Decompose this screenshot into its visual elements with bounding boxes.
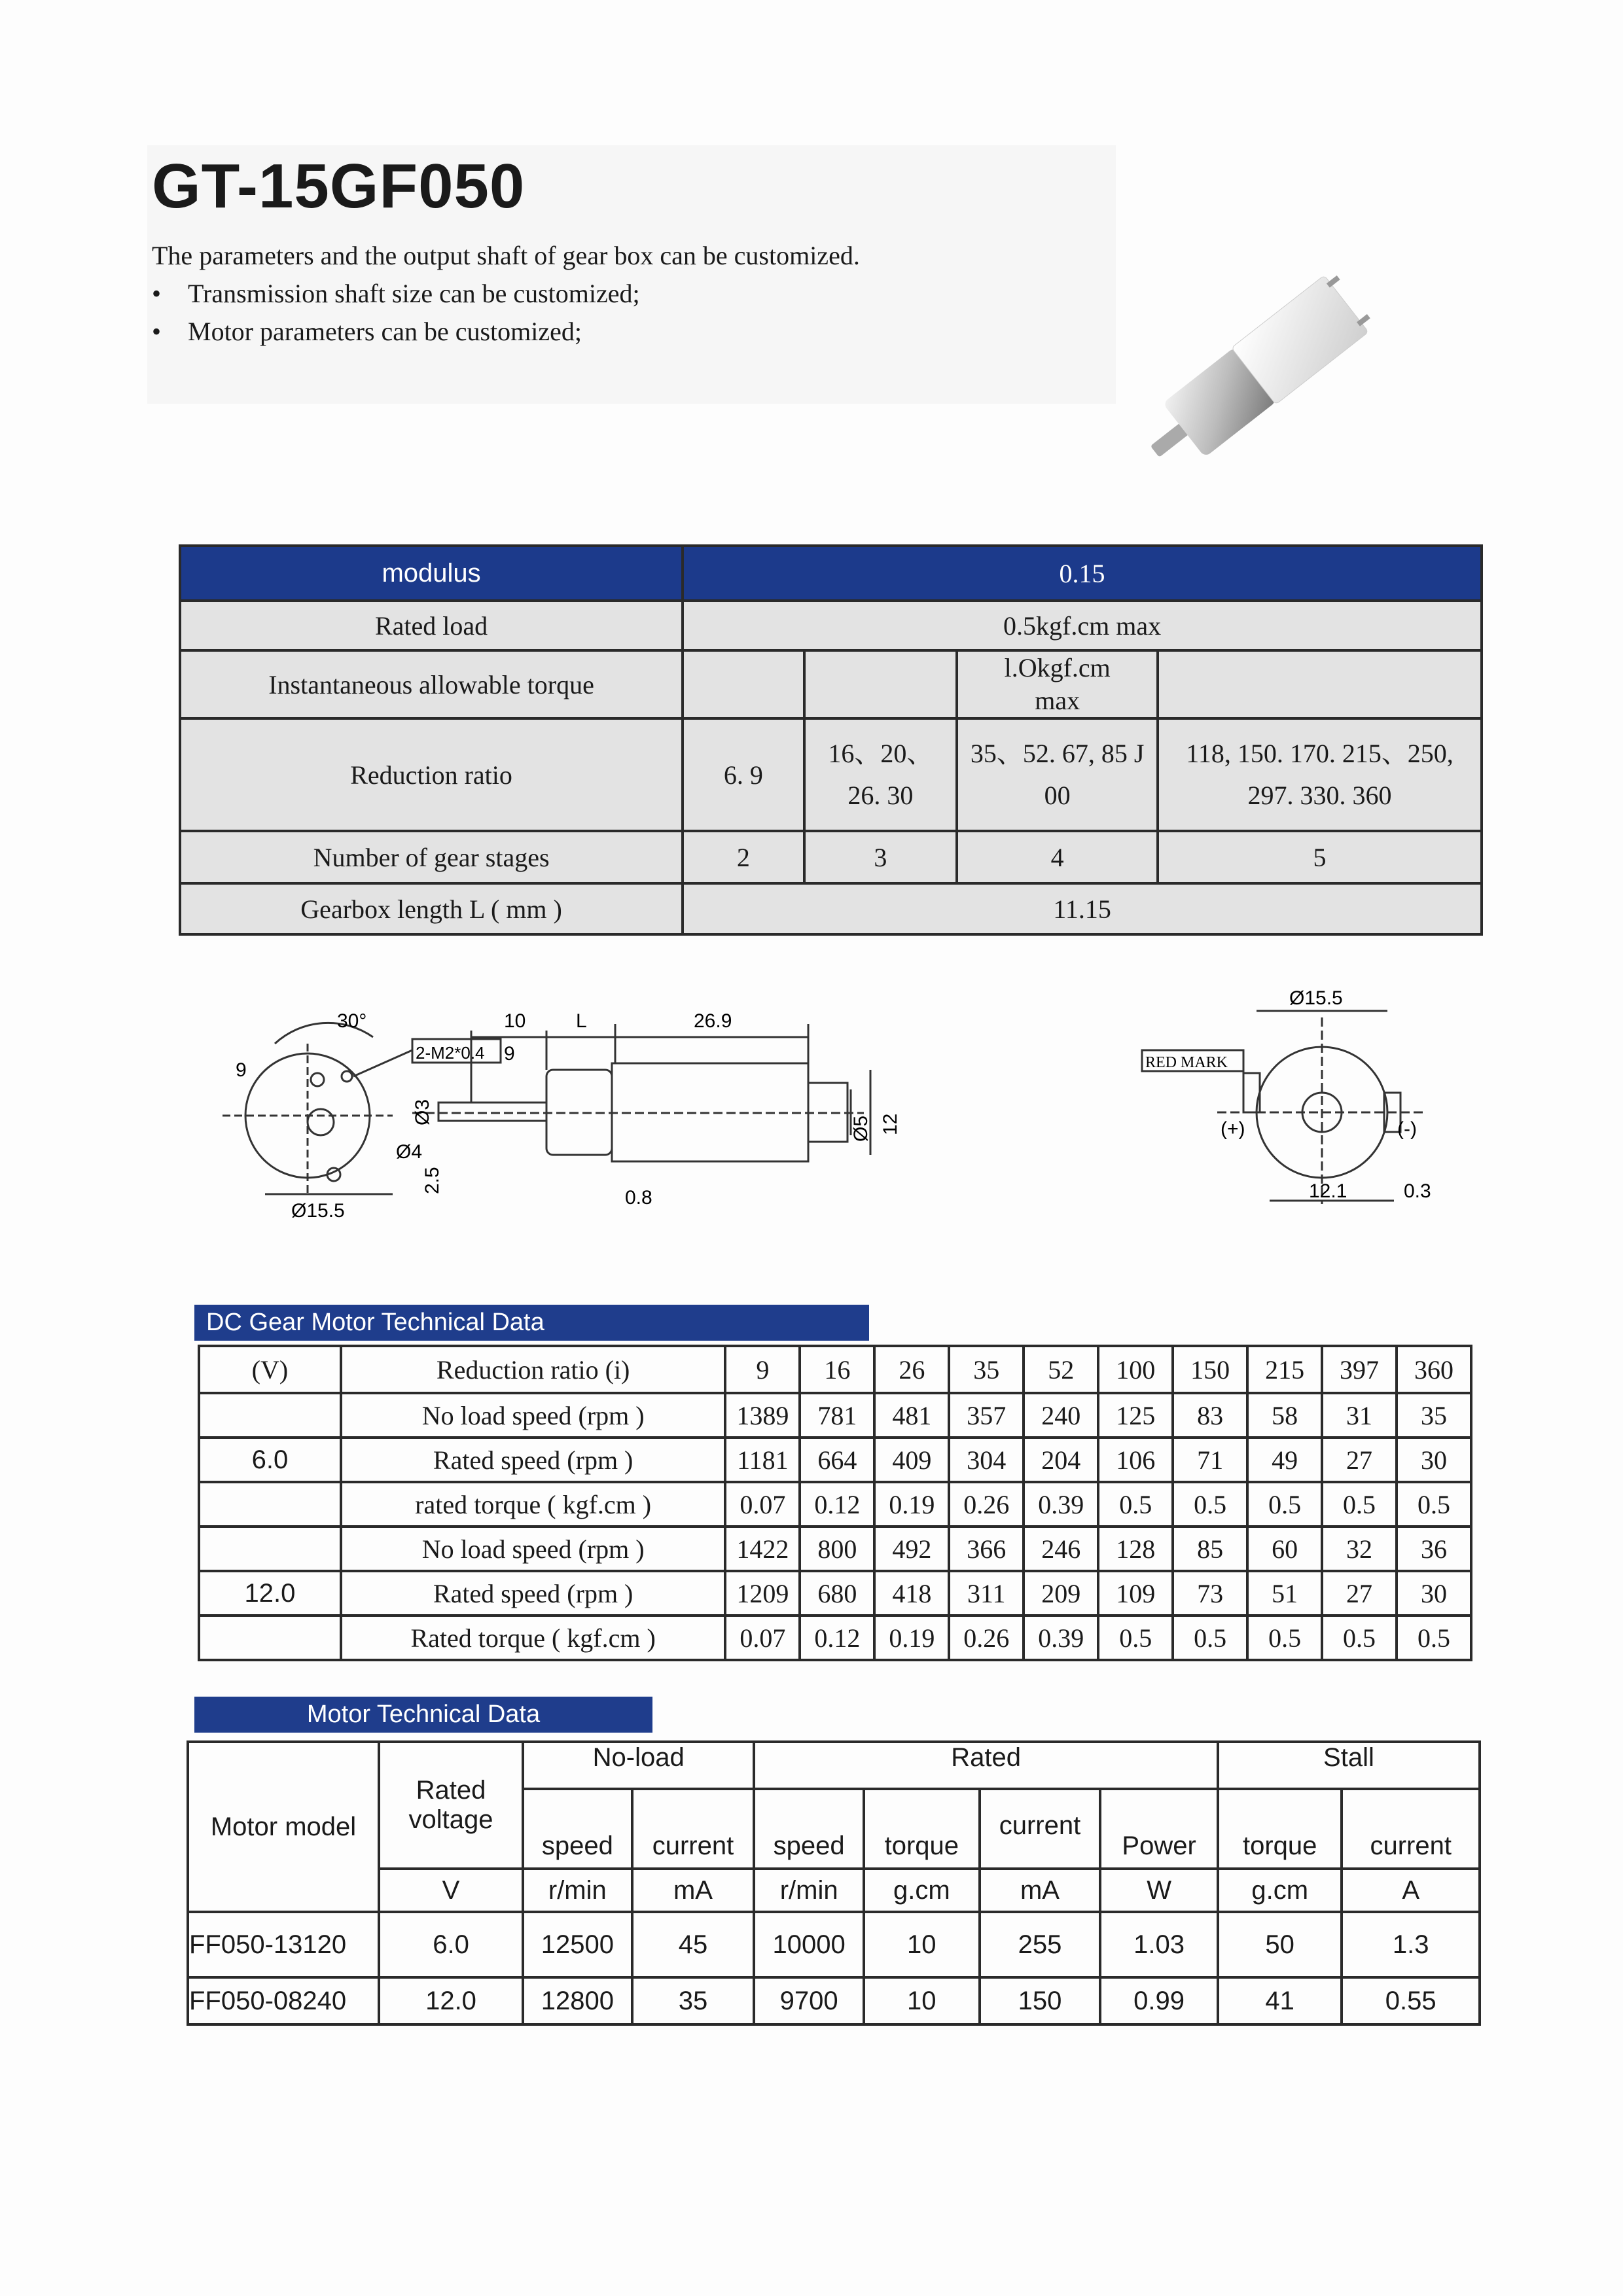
page-title: GT-15GF050 (152, 151, 526, 221)
empty-cell (804, 650, 957, 718)
value-cell: 246 (1024, 1527, 1098, 1571)
value-cell: 0.26 (949, 1616, 1024, 1660)
gearbox-spec-table (179, 544, 1483, 936)
rated-load-value: 0.5kgf.cm max (683, 601, 1482, 650)
ratio-cell: 360 (1397, 1346, 1471, 1393)
table-row (199, 1616, 1471, 1660)
intro-list (152, 237, 860, 351)
value-cell: 1.03 (1100, 1912, 1218, 1977)
back-view-drawing (1142, 1011, 1427, 1204)
rated-load-label: Rated load (180, 601, 683, 650)
unit-cell: g.cm (864, 1869, 980, 1912)
ratio-value: 118, 150. 170. 215、250, 297. 330. 360 (1158, 718, 1482, 831)
ratio-cell: 100 (1098, 1346, 1173, 1393)
value-cell: 0.5 (1098, 1616, 1173, 1660)
value-cell: 0.5 (1322, 1616, 1397, 1660)
sub-header: speed (754, 1789, 864, 1869)
unit-cell: r/min (754, 1869, 864, 1912)
table-row (199, 1571, 1471, 1616)
row-label: Rated torque ( kgf.cm ) (341, 1616, 726, 1660)
empty-cell (683, 650, 804, 718)
bullet-text: Transmission shaft size can be customized; (188, 279, 640, 308)
torque-value: l.Okgf.cm max (957, 650, 1158, 718)
value-cell: 60 (1247, 1527, 1322, 1571)
table-row (188, 1912, 1480, 1977)
value-cell: 0.07 (725, 1482, 800, 1527)
motor-section-title: Motor Technical Data (194, 1697, 652, 1733)
ratio-value: 6. 9 (683, 718, 804, 831)
dim-d5: Ø5 (850, 1115, 872, 1142)
value-cell: 0.26 (949, 1482, 1024, 1527)
ratio-cell: 9 (725, 1346, 800, 1393)
value-cell: 664 (800, 1438, 874, 1482)
dim-d3: Ø3 (412, 1099, 433, 1125)
ratio-value: 16、20、26. 30 (804, 718, 957, 831)
value-cell: 0.07 (725, 1616, 800, 1660)
value-cell: 35 (1397, 1393, 1471, 1438)
value-cell: 31 (1322, 1393, 1397, 1438)
value-cell: 30 (1397, 1438, 1471, 1482)
sub-header: current (980, 1789, 1101, 1869)
voltage-header: Rated voltage (379, 1742, 523, 1869)
motor-photo (1113, 255, 1427, 517)
row-label: Rated speed (rpm ) (341, 1438, 726, 1482)
voltage-cell (199, 1393, 341, 1438)
value-cell: 1.3 (1342, 1912, 1480, 1977)
table-row (199, 1527, 1471, 1571)
model-cell: FF050-13120 (188, 1912, 379, 1977)
value-cell: 800 (800, 1527, 874, 1571)
ratio-header: Reduction ratio (i) (341, 1346, 726, 1393)
value-cell: 71 (1173, 1438, 1247, 1482)
value-cell: 45 (632, 1912, 755, 1977)
modulus-value: 0.15 (683, 546, 1482, 601)
dim-10: 10 (504, 1010, 526, 1032)
value-cell: 6.0 (379, 1912, 523, 1977)
back-diameter: Ø15.5 (1289, 987, 1343, 1009)
value-cell: 311 (949, 1571, 1024, 1616)
value-cell: 1422 (725, 1527, 800, 1571)
voltage-cell (199, 1527, 341, 1571)
table-row (188, 1977, 1480, 2024)
bullet-item (152, 275, 860, 313)
ratio-cell: 26 (874, 1346, 949, 1393)
table-row (199, 1438, 1471, 1482)
value-cell: 10 (864, 1912, 980, 1977)
value-cell: 27 (1322, 1438, 1397, 1482)
d4-label: Ø4 (396, 1141, 423, 1163)
value-cell: 0.5 (1397, 1482, 1471, 1527)
ratio-cell: 215 (1247, 1346, 1322, 1393)
sub-header: current (632, 1789, 755, 1869)
voltage-cell (199, 1616, 341, 1660)
value-cell: 0.5 (1247, 1616, 1322, 1660)
unit-cell: mA (980, 1869, 1101, 1912)
dim-0-8: 0.8 (625, 1187, 652, 1209)
diameter-label: Ø15.5 (291, 1200, 345, 1222)
model-header: Motor model (188, 1742, 379, 1912)
dim-9: 9 (504, 1043, 515, 1065)
bullet-item (152, 313, 860, 351)
value-cell: 0.5 (1247, 1482, 1322, 1527)
ratio-cell: 35 (949, 1346, 1024, 1393)
value-cell: 0.5 (1098, 1482, 1173, 1527)
ratio-value: 35、52. 67, 85 J 00 (957, 718, 1158, 831)
red-mark-label: RED MARK (1145, 1054, 1228, 1071)
stages-value: 2 (683, 831, 804, 883)
value-cell: 73 (1173, 1571, 1247, 1616)
table-row (199, 1393, 1471, 1438)
voltage-header: (V) (199, 1346, 341, 1393)
row-label: No load speed (rpm ) (341, 1393, 726, 1438)
ratio-cell: 16 (800, 1346, 874, 1393)
dc-gear-motor-table (198, 1345, 1472, 1661)
stages-label: Number of gear stages (180, 831, 683, 883)
length-label: Gearbox length L ( mm ) (180, 883, 683, 934)
value-cell: 49 (1247, 1438, 1322, 1482)
sub-header: speed (523, 1789, 632, 1869)
value-cell: 781 (800, 1393, 874, 1438)
unit-cell: mA (632, 1869, 755, 1912)
length-value: 11.15 (683, 883, 1482, 934)
value-cell: 366 (949, 1527, 1024, 1571)
ratio-label: Reduction ratio (180, 718, 683, 831)
row-label: No load speed (rpm ) (341, 1527, 726, 1571)
value-cell: 0.39 (1024, 1482, 1098, 1527)
value-cell: 1181 (725, 1438, 800, 1482)
value-cell: 304 (949, 1438, 1024, 1482)
value-cell: 0.39 (1024, 1616, 1098, 1660)
value-cell: 58 (1247, 1393, 1322, 1438)
value-cell: 0.19 (874, 1482, 949, 1527)
value-cell: 106 (1098, 1438, 1173, 1482)
value-cell: 30 (1397, 1571, 1471, 1616)
modulus-label: modulus (180, 546, 683, 601)
dim-L: L (576, 1010, 587, 1032)
table-row (199, 1482, 1471, 1527)
value-cell: 418 (874, 1571, 949, 1616)
value-cell: 128 (1098, 1527, 1173, 1571)
value-cell: 0.5 (1322, 1482, 1397, 1527)
value-cell: 10 (864, 1977, 980, 2024)
ratio-cell: 52 (1024, 1346, 1098, 1393)
value-cell: 125 (1098, 1393, 1173, 1438)
dimension-drawings (196, 985, 1453, 1233)
stages-value: 3 (804, 831, 957, 883)
model-cell: FF050-08240 (188, 1977, 379, 2024)
value-cell: 680 (800, 1571, 874, 1616)
value-cell: 12500 (523, 1912, 632, 1977)
value-cell: 10000 (754, 1912, 864, 1977)
value-cell: 0.12 (800, 1616, 874, 1660)
unit-cell: V (379, 1869, 523, 1912)
value-cell: 0.5 (1173, 1482, 1247, 1527)
rated-header: Rated (754, 1742, 1218, 1789)
value-cell: 83 (1173, 1393, 1247, 1438)
value-cell: 255 (980, 1912, 1101, 1977)
value-cell: 204 (1024, 1438, 1098, 1482)
stages-value: 5 (1158, 831, 1482, 883)
dim-2-5: 2.5 (421, 1167, 443, 1194)
value-cell: 240 (1024, 1393, 1098, 1438)
dim-12-1: 12.1 (1309, 1180, 1347, 1202)
stall-header: Stall (1218, 1742, 1480, 1789)
stages-value: 4 (957, 831, 1158, 883)
value-cell: 1209 (725, 1571, 800, 1616)
sub-header: current (1342, 1789, 1480, 1869)
value-cell: 1389 (725, 1393, 800, 1438)
bullet-text: Motor parameters can be customized; (188, 317, 582, 346)
value-cell: 150 (980, 1977, 1101, 2024)
value-cell: 50 (1218, 1912, 1342, 1977)
value-cell: 12800 (523, 1977, 632, 2024)
value-cell: 12.0 (379, 1977, 523, 2024)
value-cell: 109 (1098, 1571, 1173, 1616)
value-cell: 35 (632, 1977, 755, 2024)
noload-header: No-load (523, 1742, 754, 1789)
n9-label: 9 (236, 1059, 247, 1081)
dim-12: 12 (880, 1113, 901, 1135)
ratio-cell: 150 (1173, 1346, 1247, 1393)
unit-cell: W (1100, 1869, 1218, 1912)
value-cell: 9700 (754, 1977, 864, 2024)
sub-header: torque (1218, 1789, 1342, 1869)
dim-26-9: 26.9 (694, 1010, 732, 1032)
row-label: rated torque ( kgf.cm ) (341, 1482, 726, 1527)
unit-cell: A (1342, 1869, 1480, 1912)
voltage-cell: 12.0 (199, 1571, 341, 1616)
sub-header: Power (1100, 1789, 1218, 1869)
unit-cell: r/min (523, 1869, 632, 1912)
dim-0-3: 0.3 (1404, 1180, 1431, 1202)
minus-label: (-) (1397, 1118, 1417, 1140)
value-cell: 85 (1173, 1527, 1247, 1571)
value-cell: 32 (1322, 1527, 1397, 1571)
value-cell: 0.55 (1342, 1977, 1480, 2024)
voltage-cell (199, 1482, 341, 1527)
angle-label: 30° (337, 1010, 367, 1032)
hole-label: 2-M2*0.4 (416, 1043, 485, 1063)
motor-data-table (187, 1740, 1481, 2026)
value-cell: 209 (1024, 1571, 1098, 1616)
value-cell: 0.5 (1397, 1616, 1471, 1660)
value-cell: 0.12 (800, 1482, 874, 1527)
value-cell: 27 (1322, 1571, 1397, 1616)
sub-header: torque (864, 1789, 980, 1869)
unit-cell: g.cm (1218, 1869, 1342, 1912)
value-cell: 41 (1218, 1977, 1342, 2024)
ratio-cell: 397 (1322, 1346, 1397, 1393)
value-cell: 51 (1247, 1571, 1322, 1616)
value-cell: 492 (874, 1527, 949, 1571)
empty-cell (1158, 650, 1482, 718)
value-cell: 481 (874, 1393, 949, 1438)
intro-text: The parameters and the output shaft of gear box can be customized. (152, 241, 860, 270)
row-label: Rated speed (rpm ) (341, 1571, 726, 1616)
value-cell: 0.19 (874, 1616, 949, 1660)
voltage-cell: 6.0 (199, 1438, 341, 1482)
plus-label: (+) (1221, 1118, 1245, 1140)
value-cell: 0.5 (1173, 1616, 1247, 1660)
value-cell: 357 (949, 1393, 1024, 1438)
torque-label: Instantaneous allowable torque (180, 650, 683, 718)
value-cell: 0.99 (1100, 1977, 1218, 2024)
value-cell: 36 (1397, 1527, 1471, 1571)
value-cell: 409 (874, 1438, 949, 1482)
dc-section-title: DC Gear Motor Technical Data (194, 1305, 869, 1341)
